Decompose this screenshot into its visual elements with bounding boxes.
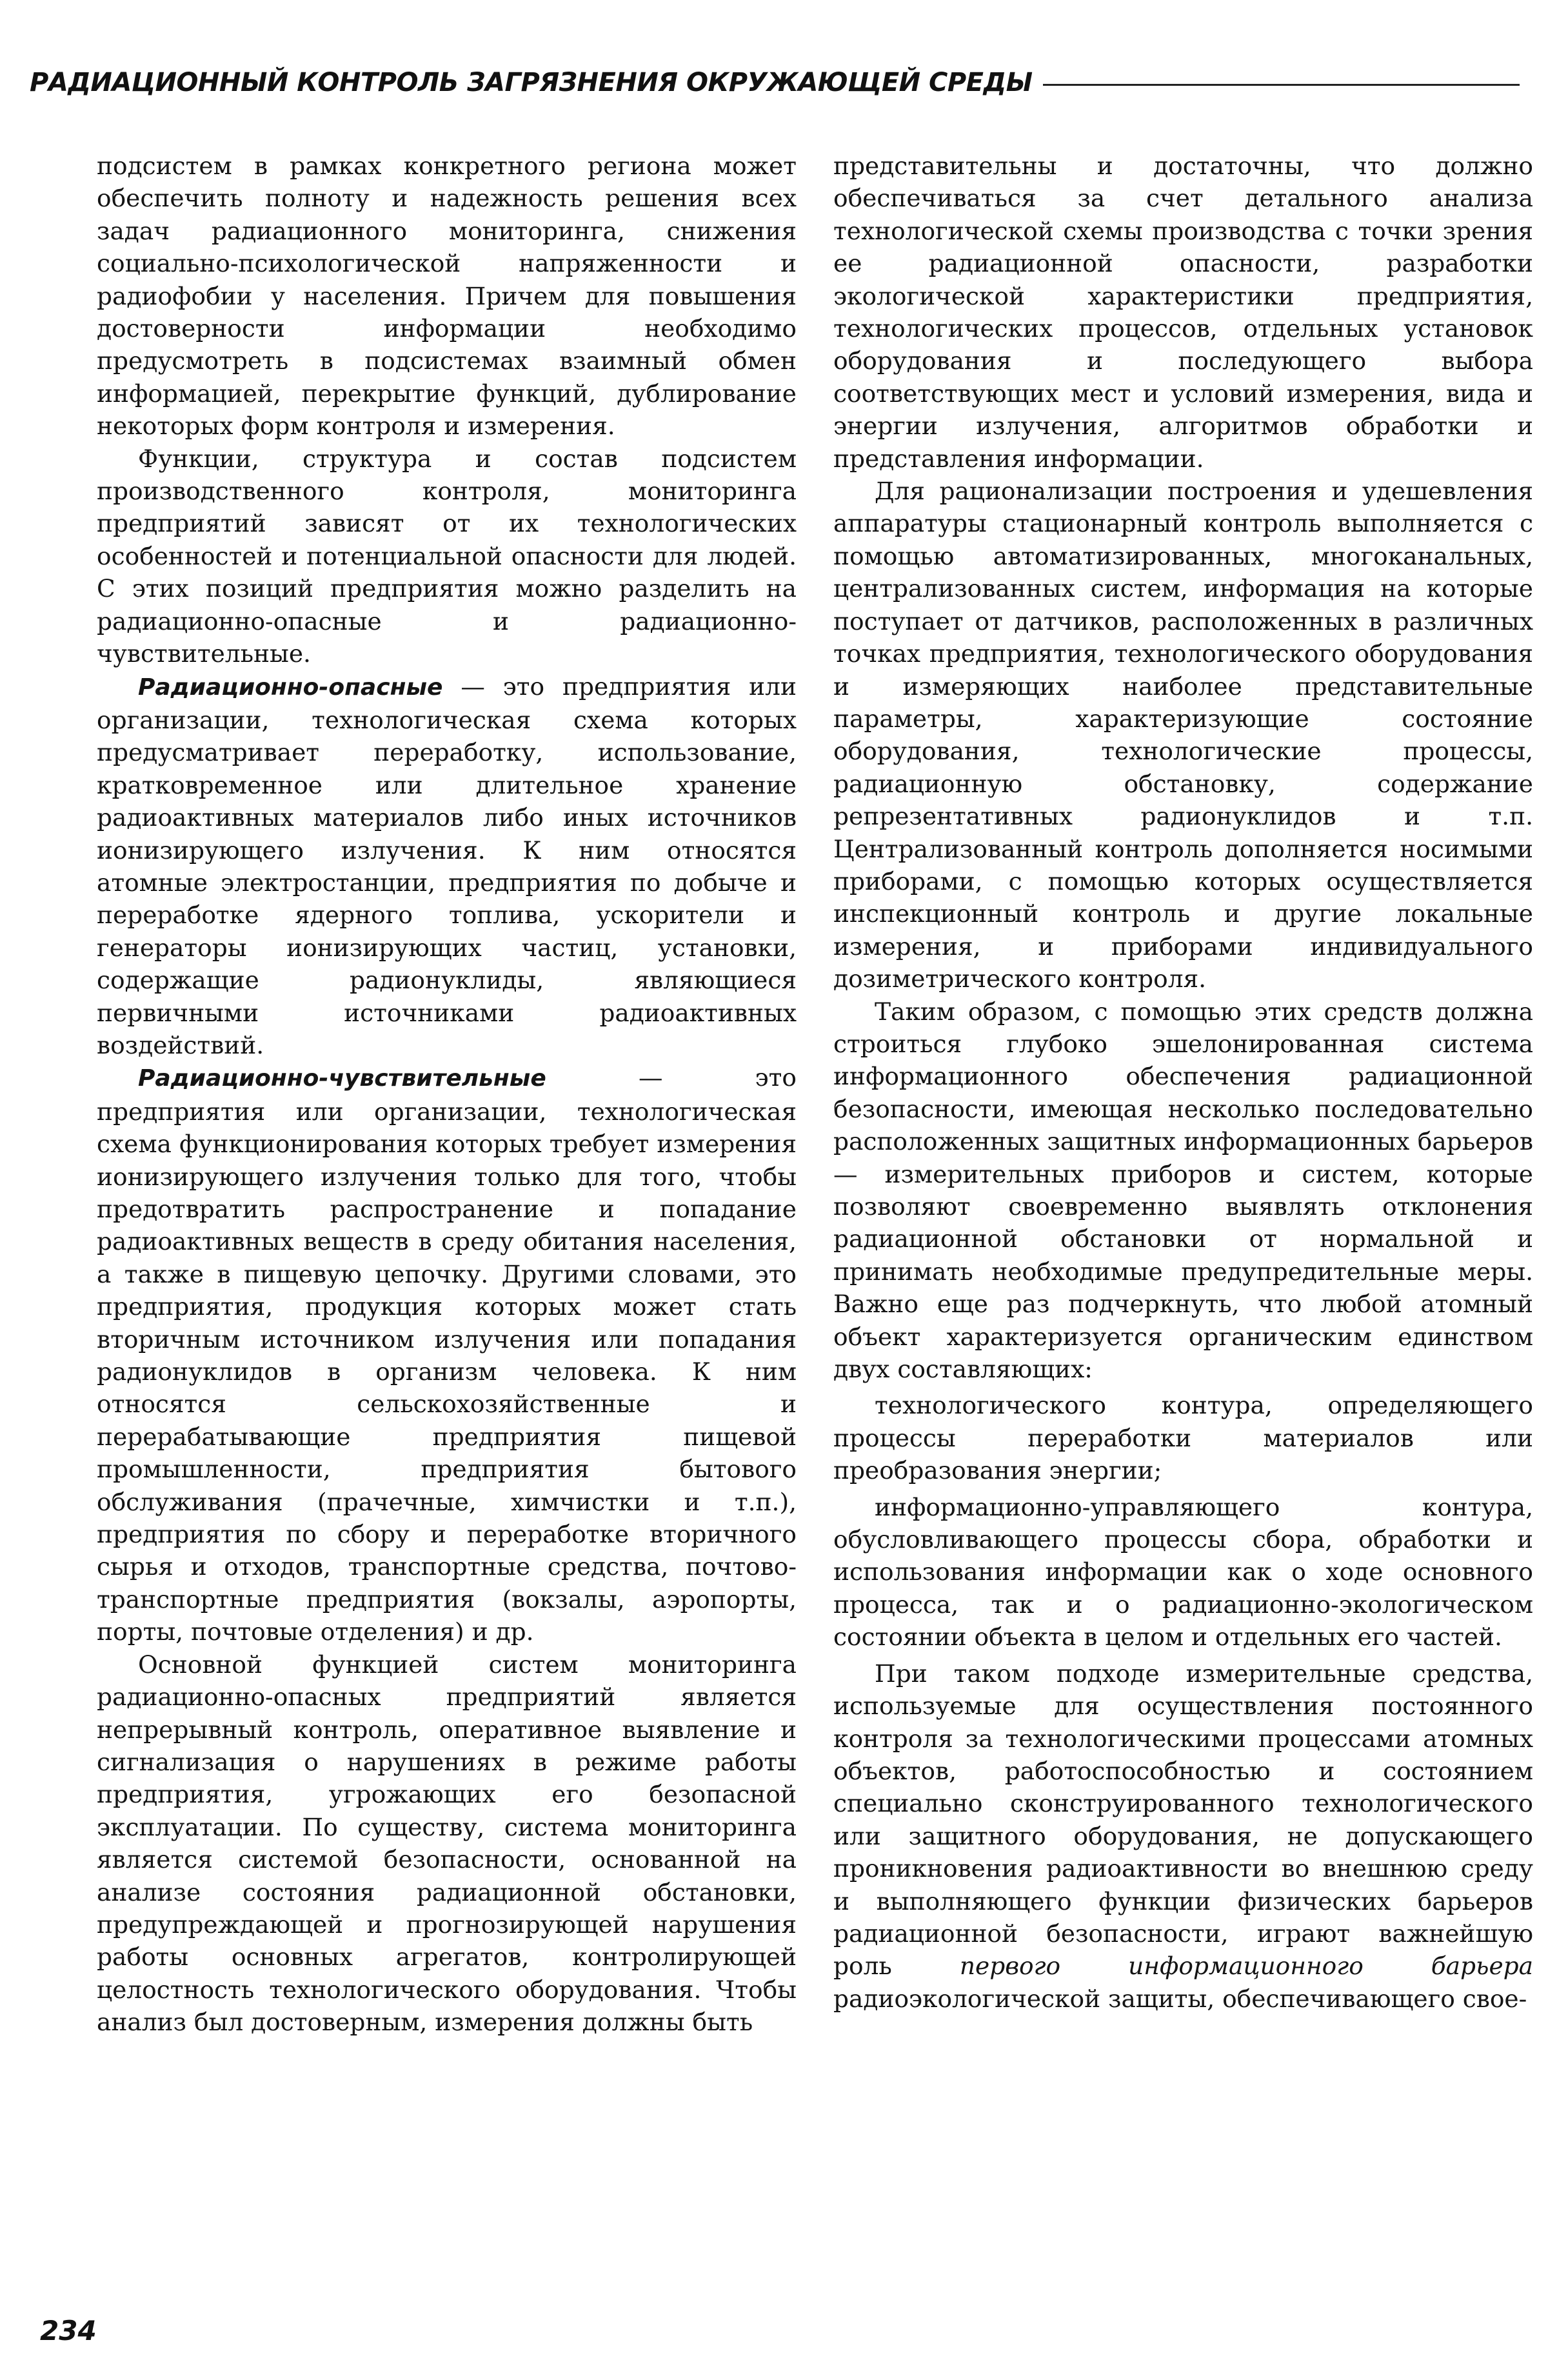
- running-head: [30, 57, 1520, 108]
- paragraph-text: При таком подходе измерительные средства, используемые для осуществления постоянного контроля за технологическими процессами атомных объектов, работоспособностью и состоянием специально сконструированного технологического или защитного оборудования, не допускающего проникновения радиоактивности во внешнюю среду и выполняющего функции физических барьеров радиационной безопасности, играют важнейшую роль: [833, 1659, 1533, 1981]
- paragraph: Для рационализации построения и удешевления аппаратуры стационарный контроль выполняется с помощью автоматизированных, многоканальных, централизованных систем, информация на которые поступает от датчиков, расположенных в различных точках предприятия, технологического оборудования и измеряющих наиболее представительные параметры, характеризующие состояние оборудования, технологические процессы, радиационную обстановку, содержание репрезентативных радионуклидов и т.п. Централизованный контроль дополняется носимыми приборами, с помощью которых осуществляется инспекционный контроль и другие локальные измерения, и приборами индивидуального дозиметрического контроля.: [833, 477, 1533, 994]
- paragraph: [833, 1657, 1533, 2015]
- paragraph-definition: [97, 1061, 797, 1648]
- paragraph-definition: [97, 670, 797, 1062]
- running-head-title: РАДИАЦИОННЫЙ КОНТРОЛЬ ЗАГРЯЗНЕНИЯ ОКРУЖАЮЩЕЙ СРЕДЫ: [30, 68, 1033, 97]
- list-item: технологического контура, определяющего процессы переработки материалов или преобразования энергии;: [833, 1391, 1533, 1485]
- paragraph: Функции, структура и состав подсистем производственного контроля, мониторинга предприятий зависят от их технологических особенностей и потенциальной опасности для людей. С этих позиций предприятия можно разделить на радиационно-опасные и радиационно-чувствительные.: [97, 444, 797, 668]
- paragraph: Таким образом, с помощью этих средств должна строиться глубоко эшелонированная система информационного обеспечения радиационной безопасности, имеющая несколько последовательно расположенных защитных информационных барьеров — измерительных приборов и систем, которые позволяют своевременно выявлять отклонения радиационной обстановки от нормальной и принимать необходимые предупредительные меры. Важно еще раз подчеркнуть, что любой атомный объект характеризуется органическим единством двух составляющих:: [833, 997, 1533, 1384]
- paragraph: Основной функцией систем мониторинга радиационно-опасных предприятий является непрерывный контроль, оперативное выявление и сигнализация о нарушениях в режиме работы предприятия, угрожающих его безопасной эксплуатации. По существу, система мониторинга является системой безопасности, основанной на анализе состояния радиационной обстановки, предупреждающей и прогнозирующей нарушения работы основных агрегатов, контролирующей целостность технологического оборудования. Чтобы анализ был достоверным, измерения должны быть: [97, 1650, 797, 2037]
- list-item: информационно-управляющего контура, обусловливающего процессы сбора, обработки и использования информации как о ходе основного процесса, так и о радиационно-экологическом состоянии объекта в целом и отдельных его частей.: [833, 1492, 1533, 1652]
- defined-term: Радиационно-чувствительные: [138, 1065, 546, 1092]
- emphasized-text: первого информационного барьера: [959, 1952, 1533, 1981]
- paragraph: представительны и достаточны, что должно обеспечиваться за счет детального анализа технологической схемы производства с точки зрения ее радиационной опасности, разработки экологической характеристики предприятия, технологических процессов, отдельных установок оборудования и последующего выбора соответствующих мест и условий измерения, вида и энергии излучения, алгоритмов обработки и представления информации.: [833, 152, 1533, 473]
- paragraph: подсистем в рамках конкретного региона может обеспечить полноту и надежность решения всех задач радиационного мониторинга, снижения социально-психологической напряженности и радиофобии у населения. Причем для повышения достоверности информации необходимо предусмотреть в подсистемах взаимный обмен информацией, перекрытие функций, дублирование некоторых форм контроля и измерения.: [97, 152, 797, 441]
- definition-text: — это предприятия или организации, технологическая схема функционирования которых требует измерения ионизирующего излучения только для того, чтобы предотвратить распространение и попадание радиоактивных веществ в среду обитания населения, а также в пищевую цепочку. Другими словами, это предприятия, продукция которых может стать вторичным источником излучения или попадания радионуклидов в организм человека. К ним относятся сельскохозяйственные и перерабатывающие предприятия пищевой промышленности, предприятия бытового обслуживания (прачечные, химчистки и т.п.), предприятия по сбору и переработке вторичного сырья и отходов, транспортные средства, почтово-транспортные предприятия (вокзалы, аэропорты, порты, почтовые отделения) и др.: [97, 1063, 797, 1646]
- paragraph-text: радиоэкологической защиты, обеспечивающего свое-: [833, 1984, 1527, 2013]
- page-number: 234: [40, 2315, 97, 2346]
- running-head-rule: [1043, 84, 1520, 86]
- left-column: [97, 150, 797, 2039]
- definition-text: — это предприятия или организации, технологическая схема которых предусматривает переработку, использование, кратковременное или длительное хранение радиоактивных материалов либо иных источников ионизирующего излучения. К ним относятся атомные электростанции, предприятия по добыче и переработке ядерного топлива, ускорители и генераторы ионизирующих частиц, установки, содержащие радионуклиды, являющиеся первичными источниками радиоактивных воздействий.: [97, 672, 797, 1059]
- right-column: [833, 150, 1533, 2015]
- defined-term: Радиационно-опасные: [138, 674, 443, 701]
